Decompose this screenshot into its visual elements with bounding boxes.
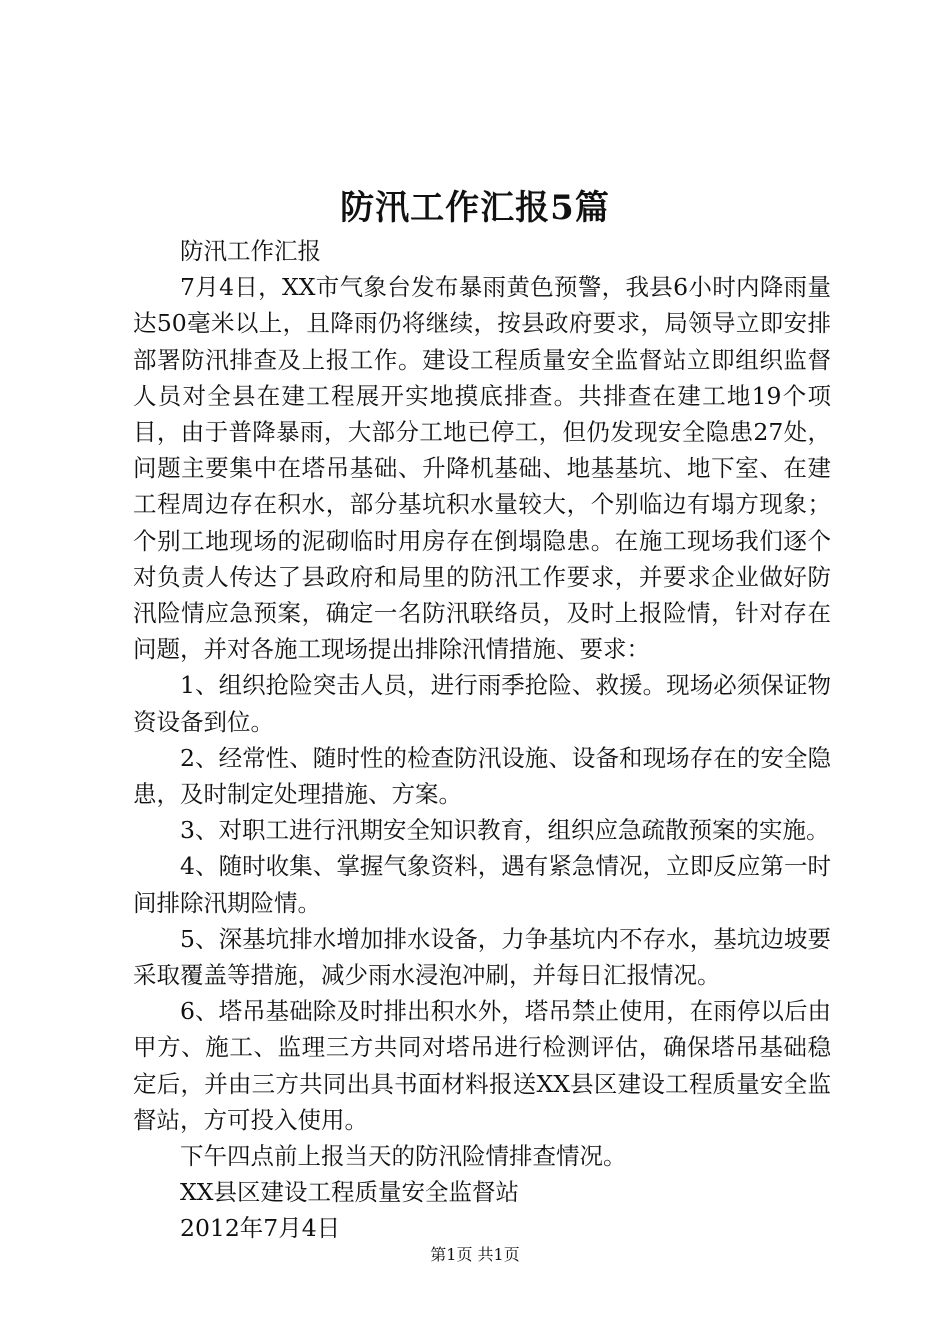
paragraph-item-3: 3、对职工进行汛期安全知识教育，组织应急疏散预案的实施。: [180, 816, 830, 845]
paragraph-item-5: 5、深基坑排水增加排水设备，力争基坑内不存水，基坑边坡要采取覆盖等措施，减少雨水浸泡冲刷，并每日汇报情况。: [133, 924, 831, 990]
paragraph-item-2: 2、经常性、随时性的检查防汛设施、设备和现场存在的安全隐患，及时制定处理措施、方案。: [133, 743, 831, 809]
paragraph-item-4: 4、随时收集、掌握气象资料，遇有紧急情况，立即反应第一时间排除汛期险情。: [133, 852, 831, 917]
signature-organization: XX县区建设工程质量安全监督站: [180, 1178, 519, 1207]
document-title: 防汛工作汇报5篇: [340, 188, 610, 228]
paragraph-intro: 7月4日，XX市气象台发布暴雨黄色预警，我县6小时内降雨量达50毫米以上，且降雨仍将继续，按县政府要求，局领导立即安排部署防汛排查及上报工作。建设工程质量安全监督站立即组织监督人员对全县在建工程展开实地摸底排查。共排查在建工地19个项目，由于普降暴雨，大部分工地已停工，但仍发现安全隐患27处，问题主要集中在塔吊基础、升降机基础、地基基坑、地下室、在建工程周边存在积水，部分基坑积水量较大，个别临边有塌方现象；个别工地现场的泥砌临时用房存在倒塌隐患。在施工现场我们逐个对负责人传达了县政府和局里的防汛工作要求，并要求企业做好防汛险情应急预案，确定一名防汛联络员，及时上报险情，针对存在问题，并对各施工现场提出排除汛情措施、要求：: [133, 273, 831, 664]
paragraph-item-1: 1、组织抢险突击人员，进行雨季抢险、救援。现场必须保证物资设备到位。: [133, 671, 831, 736]
page-footer: 第1页 共1页: [430, 1245, 520, 1264]
document-subtitle: 防汛工作汇报: [180, 237, 321, 265]
paragraph-item-6: 6、塔吊基础除及时排出积水外，塔吊禁止使用，在雨停以后由甲方、施工、监理三方共同对塔吊进行检测评估，确保塔吊基础稳定后，并由三方共同出具书面材料报送XX县区建设工程质量安全监督站，方可投入使用。: [133, 997, 831, 1134]
paragraph-deadline: 下午四点前上报当天的防汛险情排查情况。: [180, 1142, 627, 1171]
signature-date: 2012年7月4日: [180, 1214, 341, 1243]
document-body: [133, 233, 831, 1247]
